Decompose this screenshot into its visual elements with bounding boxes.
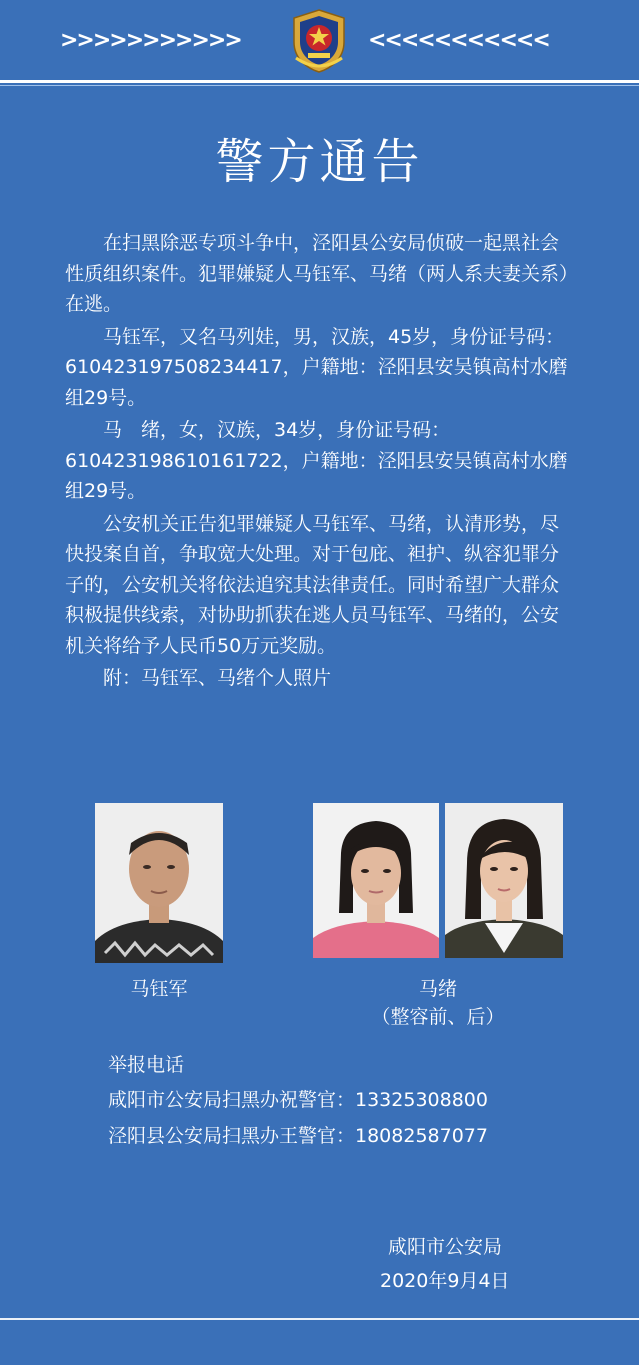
notice-body bbox=[65, 228, 577, 696]
police-badge-icon bbox=[288, 8, 350, 74]
photo-ma-xu-after bbox=[445, 803, 563, 958]
paragraph-suspect-2: 马 绪，女，汉族，34岁，身份证号码：610423198610161722，户籍地：泾阳县安吴镇高村水磨组29号。 bbox=[65, 419, 568, 502]
photo-caption-ma-yujun: 马钰军 bbox=[130, 978, 188, 1000]
left-chevrons: >>>>>>>>>>> bbox=[60, 28, 241, 53]
paragraph-attachment: 附：马钰军、马绪个人照片 bbox=[103, 667, 332, 689]
paragraph-warning: 公安机关正告犯罪嫌疑人马钰军、马绪，认清形势，尽快投案自首，争取宽大处理。对于包庇、袒护、纵容犯罪分子的，公安机关将依法追究其法律责任。同时希望广大群众积极提供线索，对协助抓获在逃人员马钰军、马绪的，公安机关将给予人民币50万元奖励。 bbox=[65, 512, 560, 657]
report-title: 举报电话 bbox=[108, 1054, 185, 1076]
header bbox=[0, 0, 639, 80]
photo-caption-ma-xu bbox=[313, 975, 563, 1031]
paragraph-suspect-1: 马钰军，又名马列娃，男，汉族，45岁，身份证号码：610423197508234417，户籍地：泾阳县安吴镇高村水磨组29号。 bbox=[65, 325, 568, 409]
photo-caption-ma-xu-name: 马绪 bbox=[418, 978, 457, 1000]
report-line-xianyang: 咸阳市公安局扫黑办祝警官：13325308800 bbox=[108, 1089, 488, 1111]
photo-ma-yujun bbox=[95, 803, 223, 963]
photo-caption-ma-xu-note: （整容前、后） bbox=[371, 1006, 505, 1028]
photo-ma-xu-before bbox=[313, 803, 439, 958]
signature-date: 2020年9月4日 bbox=[380, 1270, 510, 1292]
notice-title: 警方通告 bbox=[215, 134, 424, 190]
paragraph-intro: 在扫黑除恶专项斗争中，泾阳县公安局侦破一起黑社会性质组织案件。犯罪嫌疑人马钰军、马绪（两人系夫妻关系）在逃。 bbox=[65, 232, 569, 315]
signature-org: 咸阳市公安局 bbox=[388, 1236, 503, 1258]
header-divider bbox=[0, 80, 639, 83]
report-line-jingyang: 泾阳县公安局扫黑办王警官：18082587077 bbox=[108, 1125, 488, 1147]
header-divider-thin bbox=[0, 85, 639, 86]
right-chevrons: <<<<<<<<<<< bbox=[368, 28, 549, 53]
footer-divider bbox=[0, 1318, 639, 1320]
